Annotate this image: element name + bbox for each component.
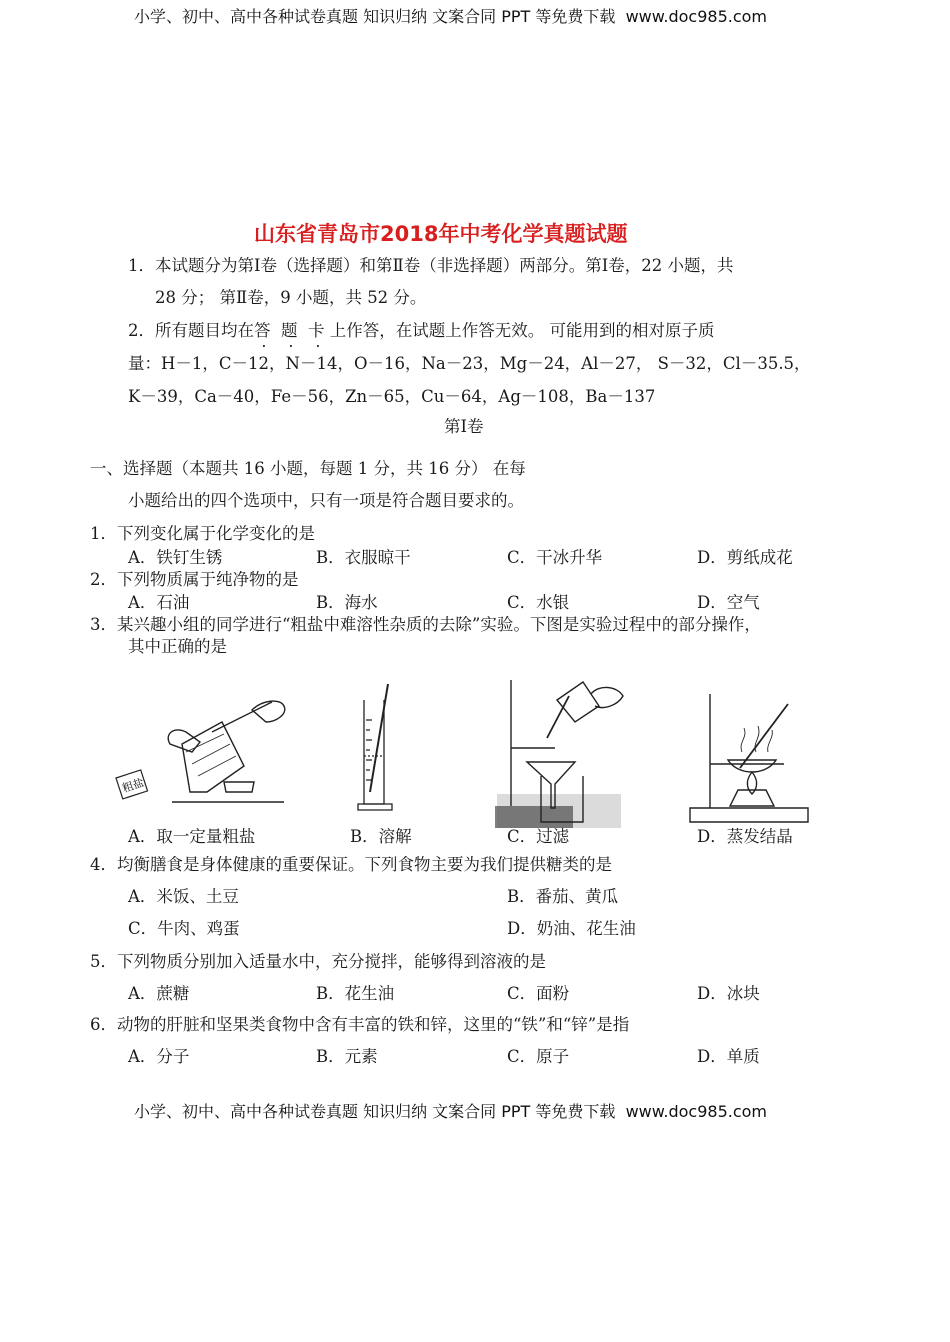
emphasis-char: 答 [254,321,271,340]
spoon [212,702,272,732]
page-footer [134,1099,767,1122]
dish [224,782,254,792]
q5-option-b[interactable]: B．花生油 [316,984,395,1003]
salt-label-card [116,770,148,799]
flame [747,772,756,794]
emphasis-char: 题 [281,321,298,340]
q3-option-b[interactable]: B．溶解 [350,827,412,846]
q4-option-a[interactable]: A．米饭、土豆 [128,887,239,906]
q1-option-c[interactable]: C．干冰升华 [507,548,603,567]
figure-take-salt [112,692,304,818]
q5-option-c[interactable]: C．面粉 [507,984,570,1003]
header-url[interactable]: www.doc985.com [625,7,768,26]
question-5-stem: 5．下列物质分别加入适量水中，充分搅拌，能够得到溶液的是 [90,952,546,971]
instruction-line-2: 28 分； 第Ⅱ卷，9 小题，共 52 分。 [155,288,427,307]
q3-option-a[interactable]: A．取一定量粗盐 [128,827,256,846]
q1-option-a[interactable]: A．铁钉生锈 [128,548,223,567]
page-title: 山东省青岛市2018年中考化学真题试题 [254,222,628,246]
q4-option-c[interactable]: C．牛肉、鸡蛋 [128,919,240,938]
page-header [134,4,767,27]
hand [591,687,623,707]
evaporating-dish [728,760,776,772]
footer-text: 小学、初中、高中各种试卷真题 知识归纳 文案合同 PPT 等免费下载 [134,1102,616,1121]
salt-label: 粗盐 [120,775,146,796]
question-4-stem: 4．均衡膳食是身体健康的重要保证。下列食物主要为我们提供糖类的是 [90,855,612,874]
question-2-stem: 2．下列物质属于纯净物的是 [90,570,299,589]
q6-option-d[interactable]: D．单质 [697,1047,760,1066]
glass-rod [740,704,788,768]
question-3-stem: 3．某兴趣小组的同学进行“粗盐中难溶性杂质的去除”实验。下图是实验过程中的部分操作， [90,615,761,634]
stirring-rod [370,684,388,792]
q1-option-b[interactable]: B．衣服晾干 [316,548,411,567]
section-title: 第Ⅰ卷 [444,417,484,436]
q3-option-d[interactable]: D．蒸发结晶 [697,827,793,846]
emphasis-char: 卡 [308,321,325,340]
q1-option-d[interactable]: D．剪纸成花 [697,548,793,567]
instruction-line-4: 量：H－1，C－12，N－14，O－16，Na－23，Mg－24，Al－27， S－32，Cl－35.5， [128,354,811,373]
q6-option-c[interactable]: C．原子 [507,1047,570,1066]
cylinder [364,700,384,804]
q4-option-d[interactable]: D．奶油、花生油 [507,919,636,938]
q2-option-d[interactable]: D．空气 [697,593,760,612]
q2-option-b[interactable]: B．海水 [316,593,378,612]
footer-url[interactable]: www.doc985.com [625,1102,768,1121]
instruction-line-1: 1．本试题分为第Ⅰ卷（选择题）和第Ⅱ卷（非选择题）两部分。第Ⅰ卷，22 小题，共 [128,256,734,275]
q6-option-b[interactable]: B．元素 [316,1047,378,1066]
pouring-beaker [557,682,599,722]
q5-option-a[interactable]: A．蔗糖 [128,984,190,1003]
q2-option-a[interactable]: A．石油 [128,593,190,612]
part1-subheading: 小题给出的四个选项中，只有一项是符合题目要求的。 [128,491,524,510]
alcohol-lamp [730,790,774,806]
question-3-stem-cont: 其中正确的是 [128,637,227,656]
q2-option-c[interactable]: C．水银 [507,593,570,612]
question-1-stem: 1．下列变化属于化学变化的是 [90,524,315,543]
header-text: 小学、初中、高中各种试卷真题 知识归纳 文案合同 PPT 等免费下载 [134,7,616,26]
figure-dissolve [348,680,408,820]
q3-option-c[interactable]: C．过滤 [507,827,570,846]
stand-base [690,808,808,822]
instruction-line-5: K－39，Ca－40，Fe－56，Zn－65，Cu－64，Ag－108，Ba－137 [128,387,656,406]
instruction-line-3: 2．所有题目均在答 题 卡 上作答，在试题上作答无效。 可能用到的相对原子质 [128,321,715,340]
figure-filter [495,676,625,830]
figure-evaporate [688,690,812,830]
question-6-stem: 6．动物的肝脏和坚果类食物中含有丰富的铁和锌，这里的“铁”和“锌”是指 [90,1015,630,1034]
q6-option-a[interactable]: A．分子 [128,1047,190,1066]
q4-option-b[interactable]: B．番茄、黄瓜 [507,887,619,906]
part1-heading: 一、选择题（本题共 16 小题，每题 1 分，共 16 分） 在每 [90,459,526,478]
q5-option-d[interactable]: D．冰块 [697,984,760,1003]
hand-lower [168,730,200,752]
